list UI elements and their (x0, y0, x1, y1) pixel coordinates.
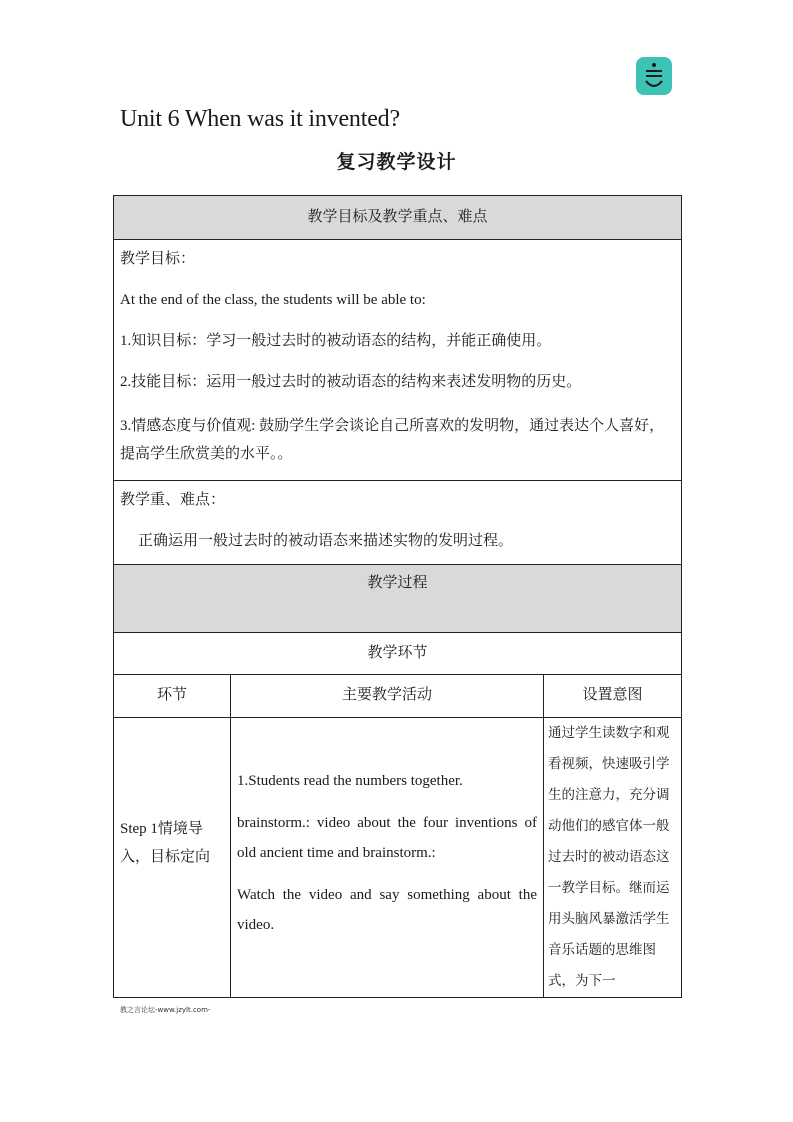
column-header-step-label: 环节 (156, 687, 187, 703)
goal-item-2: 2.技能目标：运用一般过去时的被动语态的结构来表述发明物的历史。 (120, 374, 582, 390)
intent-text: 通过学生读数字和观看视频，快速吸引学生的注意力，充分调动他们的感官体一般过去时的被动语态这一教学目标。继而运用头脑风暴激活学生音乐话题的思维图式，为下一 (548, 725, 670, 988)
lesson-plan-table (113, 195, 682, 998)
objectives-header-cell (114, 196, 682, 240)
column-header-intent-label: 设置意图 (582, 687, 643, 703)
activity-line-1: 1.Students read the numbers together. (237, 773, 463, 789)
segment-header-label: 教学环节 (367, 645, 428, 661)
activity-line-3: Watch the video and say something about the video. (237, 887, 537, 933)
process-header-label: 教学过程 (367, 575, 428, 591)
difficulties-cell (114, 481, 682, 565)
intent-cell (544, 718, 682, 998)
goal-item-3: 3.情感态度与价值观: 鼓励学生学会谈论自己所喜欢的发明物，通过表达个人喜好，提高学生欣赏美的水平。。 (120, 418, 665, 462)
goals-intro: At the end of the class, the students will be able to: (120, 292, 426, 308)
column-header-row (114, 675, 682, 718)
page-title: 复习教学设计 (336, 151, 457, 173)
segment-header-row (114, 633, 682, 675)
process-header-cell (114, 565, 682, 633)
goal-item-1: 1.知识目标：学习一般过去时的被动语态的结构，并能正确使用。 (120, 333, 552, 349)
segment-header-cell (114, 633, 682, 675)
table-row (114, 718, 682, 998)
column-header-activity-label: 主要教学活动 (341, 687, 432, 703)
activity-cell (231, 718, 544, 998)
objectives-header-row (114, 196, 682, 240)
objectives-header-label: 教学目标及教学重点、难点 (307, 209, 488, 225)
footer-text: 教之言论坛-www.jzylt.com- (120, 1006, 211, 1014)
difficulties-content: 正确运用一般过去时的被动语态来描述实物的发明过程。 (138, 533, 514, 549)
step-cell (114, 718, 231, 998)
difficulties-heading: 教学重、难点： (120, 492, 226, 508)
step-label: Step 1情境导入，目标定向 (120, 820, 211, 865)
activity-line-2: brainstorm.: video about the four inventions of old ancient time and brainstorm.: (237, 815, 537, 861)
difficulties-row (114, 481, 682, 565)
goals-heading: 教学目标： (120, 251, 196, 267)
goals-cell (114, 240, 682, 481)
process-header-row (114, 565, 682, 633)
unit-title: Unit 6 When was it invented? (120, 106, 400, 132)
column-header-step (114, 675, 231, 718)
column-header-activity (231, 675, 544, 718)
logo-icon (636, 57, 672, 95)
column-header-intent (544, 675, 682, 718)
goals-row (114, 240, 682, 481)
